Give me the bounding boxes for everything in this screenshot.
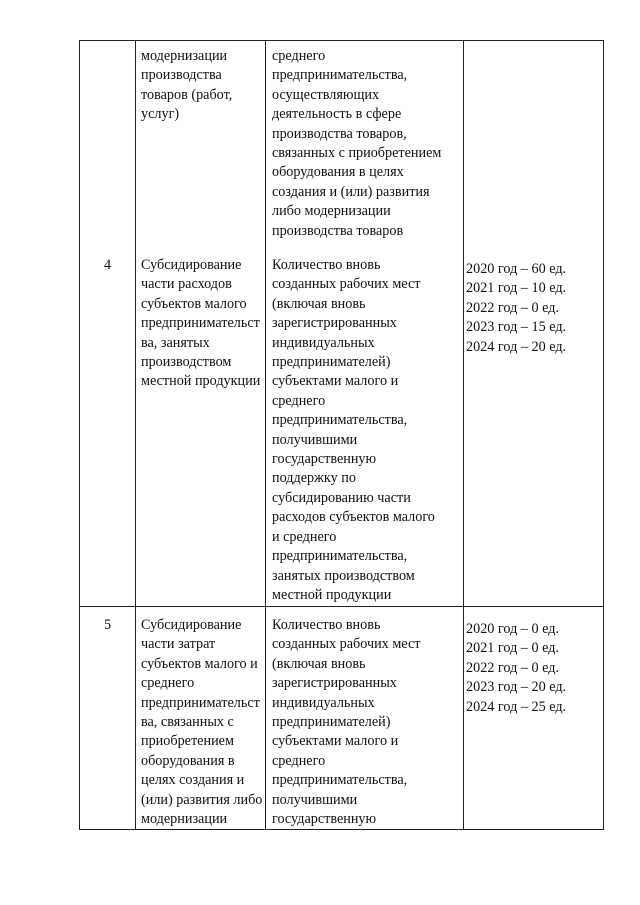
column-divider bbox=[135, 40, 136, 830]
event-cell: модернизации производства товаров (работ, услуг) bbox=[141, 48, 233, 123]
row-divider bbox=[79, 606, 604, 607]
values-cell: 2020 год – 0 ед. 2021 год – 0 ед. 2022 год – 0 ед. 2023 год – 20 ед. 2024 год – 25 ед. bbox=[466, 621, 567, 715]
event-cell: Субсидирование части расходов субъектов малого предпринимательст ва, занятых производством местной продукции bbox=[141, 257, 261, 390]
table-right-border bbox=[603, 40, 604, 830]
indicator-cell: среднего предпринимательства, осуществляющих деятельность в сфере производства товаров, связанных с приобретением оборудования в целях создания и (или) развития либо модернизации производства товаров bbox=[272, 48, 442, 239]
indicator-cell: Количество вновь созданных рабочих мест (включая вновь зарегистрированных индивидуальных предпринимателей) субъектами малого и среднего предпринимательства, получившими государственную поддержку по субсидированию части расходов субъектов малого и среднего предпринимательства, занятых производством местной продукции bbox=[272, 257, 435, 603]
row-number: 4 bbox=[104, 257, 112, 273]
values-cell: 2020 год – 60 ед. 2021 год – 10 ед. 2022 год – 0 ед. 2023 год – 15 ед. 2024 год – 20 ед. bbox=[466, 261, 567, 355]
row-number: 5 bbox=[104, 617, 112, 633]
table-left-border bbox=[79, 40, 80, 830]
event-cell: Субсидирование части затрат субъектов малого и среднего предпринимательст ва, связанных с приобретением оборудования в целях создания и (или) развития либо модернизации bbox=[141, 617, 263, 828]
column-divider bbox=[463, 40, 464, 830]
indicator-cell: Количество вновь созданных рабочих мест (включая вновь зарегистрированных индивидуальных предпринимателей) субъектами малого и среднего предпринимательства, получившими государственную bbox=[272, 617, 421, 828]
table-top-border bbox=[79, 40, 604, 41]
measures-table bbox=[79, 40, 604, 830]
column-divider bbox=[265, 40, 266, 830]
